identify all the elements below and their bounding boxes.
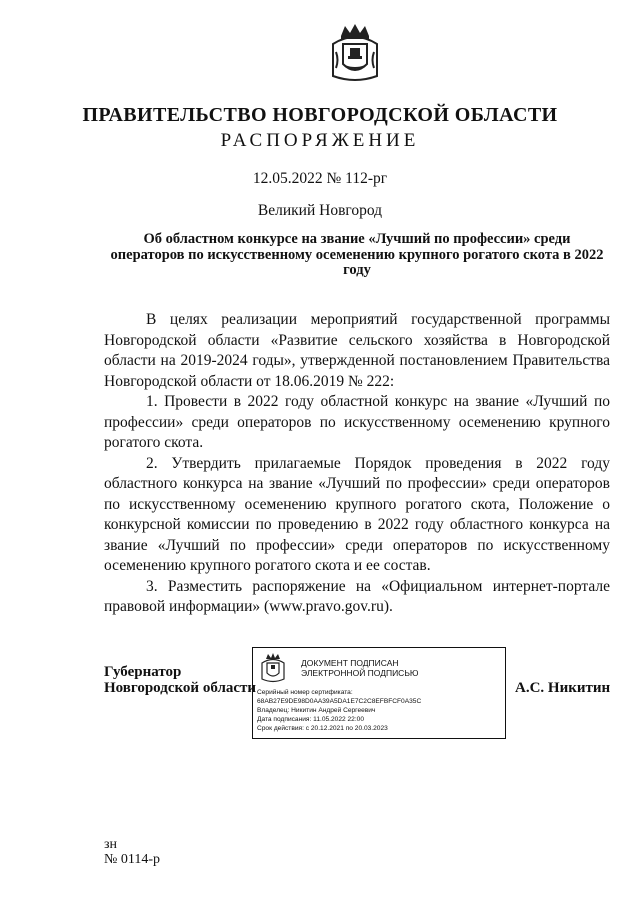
electronic-signature-stamp bbox=[252, 647, 506, 739]
stamp-serial: 68AB27E9DE98D0AA39A5DA1E7C2C8EFBFCF0A35C bbox=[257, 698, 422, 705]
document-subject: Об областном конкурсе на звание «Лучший по профессии» среди операторов по искусственному осеменению крупного рогатого скота в 2022 году bbox=[110, 231, 604, 278]
paragraph-item-3: 3. Разместить распоряжение на «Официальном интернет-портале правовой информации» (www.pravo.gov.ru). bbox=[104, 577, 610, 615]
paragraph-item-2: 2. Утвердить прилагаемые Порядок проведения в 2022 году областного конкурса на звание «Лучший по профессии» среди операторов по искусственному осеменению крупного рогатого скота, Положение о конкурсной комиссии по проведению в 2022 году областного конкурса на звание «Лучший по профессии» среди операторов по искусственному осеменению крупного рогатого скота и ее состав. bbox=[104, 454, 610, 574]
stamp-title-line2: ЭЛЕКТРОННОЙ ПОДПИСЬЮ bbox=[301, 668, 419, 678]
stamp-owner: Владелец: Никитин Андрей Сергеевич bbox=[257, 707, 376, 714]
stamp-title bbox=[301, 658, 491, 678]
coat-of-arms-icon bbox=[327, 22, 383, 84]
stamp-title-line1: ДОКУМЕНТ ПОДПИСАН bbox=[301, 658, 399, 668]
signer-position bbox=[104, 664, 256, 696]
footer-initials: зн bbox=[104, 837, 118, 852]
footer bbox=[104, 837, 160, 867]
document-type: РАСПОРЯЖЕНИЕ bbox=[220, 130, 420, 151]
signer-position-line2: Новгородской области bbox=[104, 680, 257, 696]
city: Великий Новгород bbox=[257, 202, 383, 219]
stamp-signed-date: Дата подписания: 11.05.2022 22:00 bbox=[257, 716, 364, 723]
signer-name: А.С. Никитин bbox=[515, 680, 611, 696]
paragraph-preamble: В целях реализации мероприятий государственной программы Новгородской области «Развитие сельского хозяйства в Новгородской области на 2019-2024 годы», утвержденной постановлением Правительства Новгородской области от 18.06.2019 № 222: bbox=[104, 311, 610, 390]
date-and-number: 12.05.2022 № 112-рг bbox=[252, 170, 388, 187]
signer-position-line1: Губернатор bbox=[104, 664, 182, 680]
stamp-validity: Срок действия: с 20.12.2021 по 20.03.2023 bbox=[257, 725, 388, 732]
stamp-serial-label: Серийный номер сертификата: bbox=[257, 689, 353, 696]
coat-of-arms-small-icon bbox=[259, 652, 287, 684]
footer-code: № 0114-р bbox=[104, 852, 160, 867]
government-title: ПРАВИТЕЛЬСТВО НОВГОРОДСКОЙ ОБЛАСТИ bbox=[82, 104, 558, 126]
paragraph-item-1: 1. Провести в 2022 году областной конкурс на звание «Лучший по профессии» среди операторов по искусственному осеменению крупного рогатого скота. bbox=[104, 393, 610, 451]
document-body bbox=[104, 310, 610, 618]
